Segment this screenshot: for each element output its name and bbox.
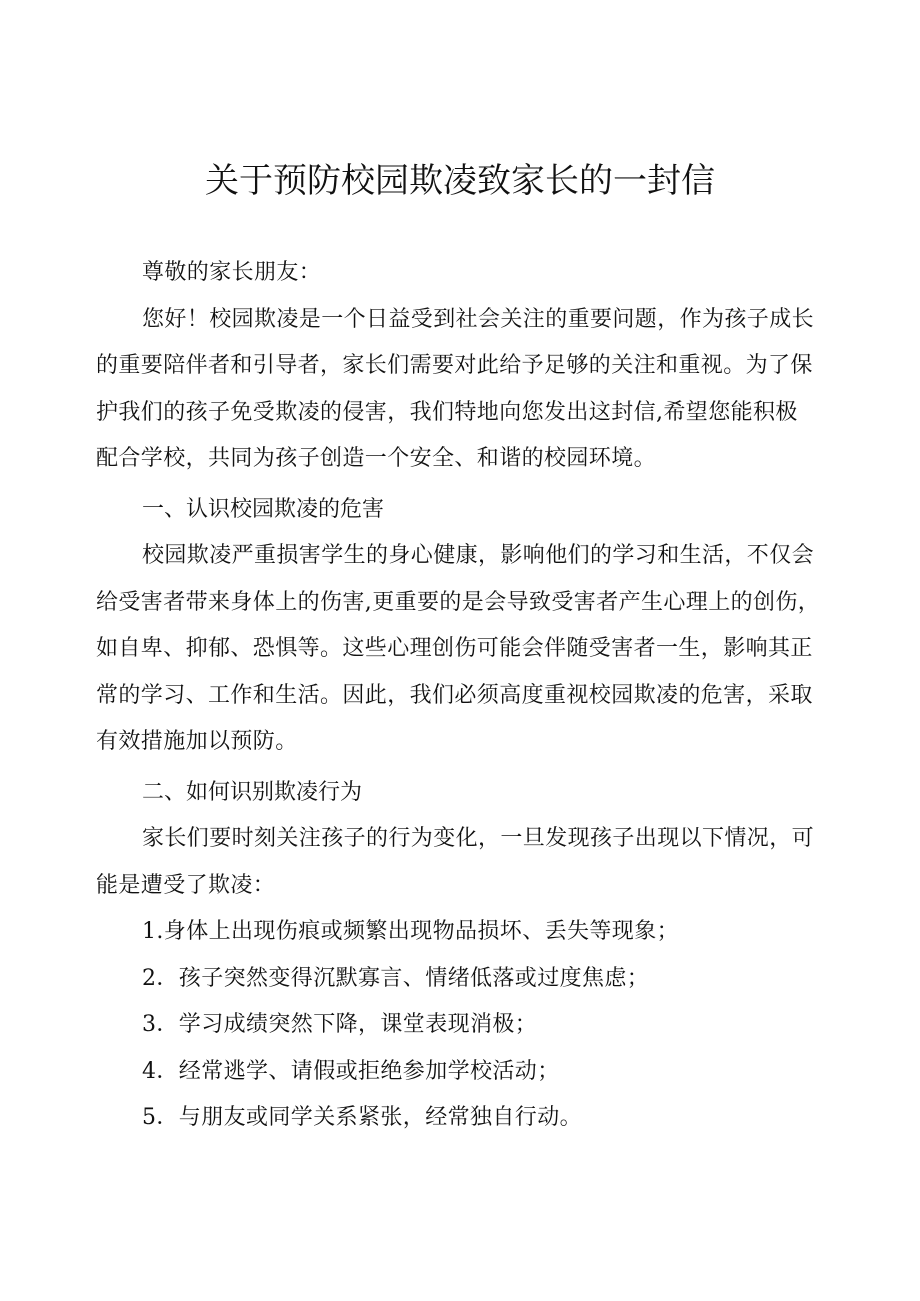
paragraph-line: 有效措施加以预防。 xyxy=(96,729,298,754)
section-heading-2: 二、如何识别欺凌行为 xyxy=(142,779,363,805)
paragraph-line: 给受害者带来身体上的伤害,更重要的是会导致受害者产生心理上的创伤， xyxy=(96,589,821,615)
list-item: 3．学习成绩突然下降，课堂表现消极； xyxy=(142,1012,538,1037)
salutation: 尊敬的家长朋友： xyxy=(142,260,322,285)
warning-sign-list xyxy=(96,909,831,1142)
list-item: 4．经常逃学、请假或拒绝参加学校活动； xyxy=(142,1058,560,1084)
list-item: 1.身体上出现伤痕或频繁出现物品损坏、丢失等现象； xyxy=(142,919,679,944)
paragraph-line: 如自卑、抑郁、恐惧等。这些心理创伤可能会伴随受害者一生，影响其正 xyxy=(96,636,813,661)
section-heading-1: 一、认识校园欺凌的危害 xyxy=(142,496,385,522)
letter-body xyxy=(96,250,831,1142)
intro-line: 配合学校，共同为孩子创造一个安全、和谐的校园环境。 xyxy=(96,446,657,471)
list-item: 5．与朋友或同学关系紧张，经常独自行动。 xyxy=(142,1105,582,1130)
paragraph-line: 常的学习、工作和生活。因此，我们必须高度重视校园欺凌的危害，采取 xyxy=(96,682,813,708)
section1-paragraph xyxy=(96,533,831,766)
section2-paragraph xyxy=(96,816,831,909)
page-title: 关于预防校园欺凌致家长的一封信 xyxy=(205,161,715,201)
intro-line: 的重要陪伴者和引导者，家长们需要对此给予足够的关注和重视。为了保 xyxy=(96,353,813,378)
intro-paragraph xyxy=(96,297,831,483)
intro-line: 您好！校园欺凌是一个日益受到社会关注的重要问题，作为孩子成长 xyxy=(142,306,815,332)
list-item: 2．孩子突然变得沉默寡言、情绪低落或过度焦虑； xyxy=(142,965,650,991)
paragraph-line: 家长们要时刻关注孩子的行为变化，一旦发现孩子出现以下情况，可 xyxy=(142,826,815,851)
intro-line: 护我们的孩子免受欺凌的侵害，我们特地向您发出这封信,希望您能积极 xyxy=(96,399,798,425)
paragraph-line: 校园欺凌严重损害学生的身心健康，影响他们的学习和生活，不仅会 xyxy=(142,543,815,568)
paragraph-line: 能是遭受了欺凌： xyxy=(96,872,276,898)
